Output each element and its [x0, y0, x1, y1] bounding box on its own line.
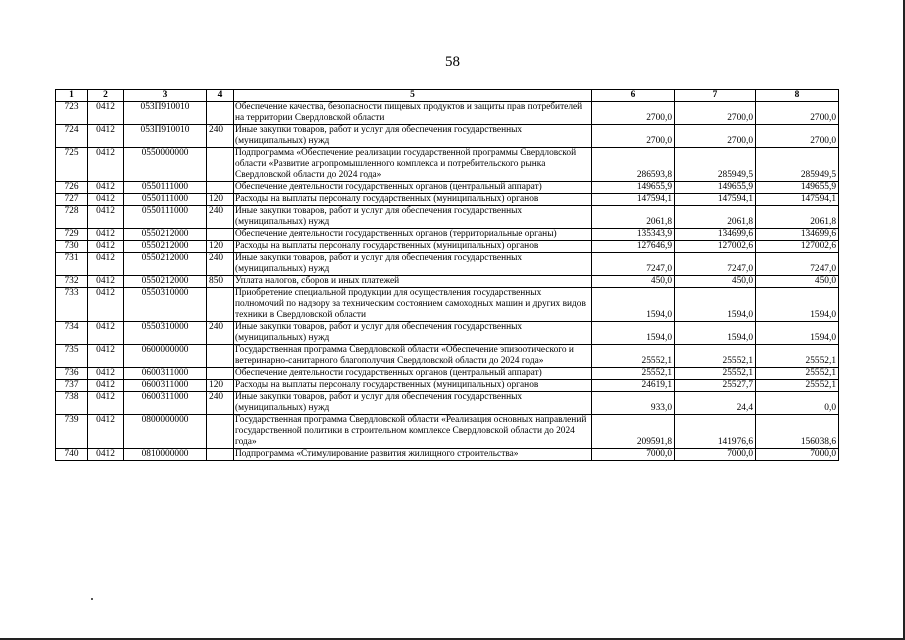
- amount-col6-cell: 2700,0: [592, 125, 675, 148]
- amount-col6-cell: 1594,0: [592, 288, 675, 322]
- row-number-cell: 725: [56, 148, 88, 182]
- section-code-cell: 0412: [88, 253, 124, 276]
- amount-col6-cell: 1594,0: [592, 322, 675, 345]
- amount-col8-cell: 25552,1: [756, 380, 839, 392]
- amount-col6-cell: 933,0: [592, 392, 675, 415]
- expense-type-cell: 240: [207, 253, 234, 276]
- amount-col6-cell: 7247,0: [592, 253, 675, 276]
- description-cell: Иные закупки товаров, работ и услуг для обеспечения государственных (муниципальных) нужд: [234, 392, 592, 415]
- table-row: [56, 345, 839, 368]
- amount-col8-cell: 7000,0: [756, 449, 839, 461]
- description-cell: Государственная программа Свердловской области «Реализация основных направлений государственной политики в строительном комплексе Свердловской области до 2024 года»: [234, 415, 592, 449]
- amount-col6-cell: 25552,1: [592, 368, 675, 380]
- target-code-cell: 0550111000: [124, 182, 207, 194]
- row-number-cell: 728: [56, 206, 88, 229]
- amount-col7-cell: 141976,6: [675, 415, 756, 449]
- amount-col7-cell: 1594,0: [675, 288, 756, 322]
- table-row: [56, 276, 839, 288]
- row-number-cell: 740: [56, 449, 88, 461]
- table-row: [56, 253, 839, 276]
- row-number-cell: 726: [56, 182, 88, 194]
- section-code-cell: 0412: [88, 345, 124, 368]
- table-row: [56, 194, 839, 206]
- amount-col8-cell: 134699,6: [756, 229, 839, 241]
- row-number-cell: 736: [56, 368, 88, 380]
- amount-col8-cell: 450,0: [756, 276, 839, 288]
- amount-col8-cell: 127002,6: [756, 241, 839, 253]
- col-header: 6: [592, 90, 675, 102]
- section-code-cell: 0412: [88, 229, 124, 241]
- amount-col6-cell: 2061,8: [592, 206, 675, 229]
- amount-col7-cell: 450,0: [675, 276, 756, 288]
- target-code-cell: 053П910010: [124, 102, 207, 125]
- target-code-cell: 053П910010: [124, 125, 207, 148]
- section-code-cell: 0412: [88, 449, 124, 461]
- description-cell: Расходы на выплаты персоналу государственных (муниципальных) органов: [234, 380, 592, 392]
- amount-col8-cell: 1594,0: [756, 322, 839, 345]
- expense-type-cell: [207, 449, 234, 461]
- amount-col8-cell: 285949,5: [756, 148, 839, 182]
- amount-col6-cell: 127646,9: [592, 241, 675, 253]
- description-cell: Иные закупки товаров, работ и услуг для обеспечения государственных (муниципальных) нужд: [234, 125, 592, 148]
- expense-type-cell: [207, 368, 234, 380]
- amount-col8-cell: 25552,1: [756, 345, 839, 368]
- row-number-cell: 729: [56, 229, 88, 241]
- amount-col7-cell: 7247,0: [675, 253, 756, 276]
- amount-col8-cell: 156038,6: [756, 415, 839, 449]
- target-code-cell: 0550000000: [124, 148, 207, 182]
- description-cell: Подпрограмма «Обеспечение реализации государственной программы Свердловской области «Развитие агропромышленного комплекса и потребительского рынка Свердловской области до 2024 года»: [234, 148, 592, 182]
- expense-type-cell: 850: [207, 276, 234, 288]
- amount-col7-cell: 1594,0: [675, 322, 756, 345]
- amount-col7-cell: 2700,0: [675, 125, 756, 148]
- scan-speck: [91, 598, 93, 600]
- section-code-cell: 0412: [88, 288, 124, 322]
- target-code-cell: 0550212000: [124, 229, 207, 241]
- row-number-cell: 738: [56, 392, 88, 415]
- table-row: [56, 415, 839, 449]
- section-code-cell: 0412: [88, 102, 124, 125]
- amount-col6-cell: 450,0: [592, 276, 675, 288]
- expense-type-cell: [207, 345, 234, 368]
- page-number: 58: [445, 54, 460, 70]
- table-row: [56, 148, 839, 182]
- amount-col8-cell: 2700,0: [756, 125, 839, 148]
- amount-col8-cell: 149655,9: [756, 182, 839, 194]
- table-row: [56, 380, 839, 392]
- expense-type-cell: [207, 415, 234, 449]
- table-row: [56, 322, 839, 345]
- description-cell: Приобретение специальной продукции для осуществления государственных полномочий по надзору за техническим состоянием самоходных машин и других видов техники в Свердловской области: [234, 288, 592, 322]
- row-number-cell: 737: [56, 380, 88, 392]
- section-code-cell: 0412: [88, 415, 124, 449]
- amount-col8-cell: 2061,8: [756, 206, 839, 229]
- expense-type-cell: 120: [207, 380, 234, 392]
- amount-col7-cell: 285949,5: [675, 148, 756, 182]
- amount-col6-cell: 135343,9: [592, 229, 675, 241]
- amount-col7-cell: 127002,6: [675, 241, 756, 253]
- amount-col7-cell: 24,4: [675, 392, 756, 415]
- expense-type-cell: 120: [207, 241, 234, 253]
- target-code-cell: 0550111000: [124, 194, 207, 206]
- row-number-cell: 727: [56, 194, 88, 206]
- description-cell: Подпрограмма «Стимулирование развития жилищного строительства»: [234, 449, 592, 461]
- table-row: [56, 229, 839, 241]
- table-row: [56, 288, 839, 322]
- amount-col7-cell: 134699,6: [675, 229, 756, 241]
- section-code-cell: 0412: [88, 380, 124, 392]
- row-number-cell: 732: [56, 276, 88, 288]
- section-code-cell: 0412: [88, 241, 124, 253]
- budget-table: [55, 89, 839, 461]
- amount-col6-cell: 2700,0: [592, 102, 675, 125]
- description-cell: Иные закупки товаров, работ и услуг для обеспечения государственных (муниципальных) нужд: [234, 322, 592, 345]
- row-number-cell: 730: [56, 241, 88, 253]
- amount-col7-cell: 149655,9: [675, 182, 756, 194]
- amount-col8-cell: 0,0: [756, 392, 839, 415]
- col-header: 1: [56, 90, 88, 102]
- expense-type-cell: 240: [207, 392, 234, 415]
- amount-col6-cell: 7000,0: [592, 449, 675, 461]
- amount-col8-cell: 25552,1: [756, 368, 839, 380]
- amount-col6-cell: 25552,1: [592, 345, 675, 368]
- expense-type-cell: [207, 288, 234, 322]
- expense-type-cell: 240: [207, 125, 234, 148]
- target-code-cell: 0600311000: [124, 392, 207, 415]
- section-code-cell: 0412: [88, 276, 124, 288]
- row-number-cell: 734: [56, 322, 88, 345]
- amount-col7-cell: 2700,0: [675, 102, 756, 125]
- col-header: 5: [234, 90, 592, 102]
- description-cell: Обеспечение качества, безопасности пищевых продуктов и защиты прав потребителей на территории Свердловской области: [234, 102, 592, 125]
- table-header-row: [56, 90, 839, 102]
- description-cell: Обеспечение деятельности государственных органов (центральный аппарат): [234, 182, 592, 194]
- col-header: 7: [675, 90, 756, 102]
- table-row: [56, 392, 839, 415]
- table-row: [56, 206, 839, 229]
- target-code-cell: 0550212000: [124, 276, 207, 288]
- section-code-cell: 0412: [88, 206, 124, 229]
- table-row: [56, 241, 839, 253]
- row-number-cell: 739: [56, 415, 88, 449]
- amount-col7-cell: 25552,1: [675, 345, 756, 368]
- col-header: 4: [207, 90, 234, 102]
- row-number-cell: 733: [56, 288, 88, 322]
- target-code-cell: 0800000000: [124, 415, 207, 449]
- expense-type-cell: [207, 229, 234, 241]
- row-number-cell: 735: [56, 345, 88, 368]
- amount-col6-cell: 24619,1: [592, 380, 675, 392]
- section-code-cell: 0412: [88, 148, 124, 182]
- section-code-cell: 0412: [88, 182, 124, 194]
- target-code-cell: 0550310000: [124, 288, 207, 322]
- amount-col7-cell: 7000,0: [675, 449, 756, 461]
- row-number-cell: 724: [56, 125, 88, 148]
- expense-type-cell: [207, 102, 234, 125]
- amount-col8-cell: 2700,0: [756, 102, 839, 125]
- section-code-cell: 0412: [88, 368, 124, 380]
- expense-type-cell: 240: [207, 206, 234, 229]
- expense-type-cell: 120: [207, 194, 234, 206]
- col-header: 2: [88, 90, 124, 102]
- table-row: [56, 125, 839, 148]
- row-number-cell: 723: [56, 102, 88, 125]
- col-header: 8: [756, 90, 839, 102]
- row-number-cell: 731: [56, 253, 88, 276]
- target-code-cell: 0600311000: [124, 380, 207, 392]
- amount-col7-cell: 2061,8: [675, 206, 756, 229]
- target-code-cell: 0550111000: [124, 206, 207, 229]
- table-row: [56, 449, 839, 461]
- description-cell: Государственная программа Свердловской области «Обеспечение эпизоотического и ветеринарно-санитарного благополучия Свердловской области до 2024 года»: [234, 345, 592, 368]
- amount-col7-cell: 25552,1: [675, 368, 756, 380]
- section-code-cell: 0412: [88, 392, 124, 415]
- expense-type-cell: 240: [207, 322, 234, 345]
- section-code-cell: 0412: [88, 125, 124, 148]
- amount-col6-cell: 147594,1: [592, 194, 675, 206]
- table-row: [56, 182, 839, 194]
- amount-col6-cell: 209591,8: [592, 415, 675, 449]
- table-row: [56, 368, 839, 380]
- target-code-cell: 0810000000: [124, 449, 207, 461]
- col-header: 3: [124, 90, 207, 102]
- description-cell: Иные закупки товаров, работ и услуг для обеспечения государственных (муниципальных) нужд: [234, 253, 592, 276]
- expense-type-cell: [207, 182, 234, 194]
- description-cell: Иные закупки товаров, работ и услуг для обеспечения государственных (муниципальных) нужд: [234, 206, 592, 229]
- amount-col6-cell: 149655,9: [592, 182, 675, 194]
- target-code-cell: 0600000000: [124, 345, 207, 368]
- table-row: [56, 102, 839, 125]
- target-code-cell: 0600311000: [124, 368, 207, 380]
- description-cell: Расходы на выплаты персоналу государственных (муниципальных) органов: [234, 241, 592, 253]
- expense-type-cell: [207, 148, 234, 182]
- amount-col7-cell: 25527,7: [675, 380, 756, 392]
- description-cell: Обеспечение деятельности государственных органов (территориальные органы): [234, 229, 592, 241]
- target-code-cell: 0550212000: [124, 253, 207, 276]
- description-cell: Обеспечение деятельности государственных органов (центральный аппарат): [234, 368, 592, 380]
- description-cell: Уплата налогов, сборов и иных платежей: [234, 276, 592, 288]
- amount-col8-cell: 1594,0: [756, 288, 839, 322]
- section-code-cell: 0412: [88, 194, 124, 206]
- target-code-cell: 0550310000: [124, 322, 207, 345]
- amount-col8-cell: 7247,0: [756, 253, 839, 276]
- target-code-cell: 0550212000: [124, 241, 207, 253]
- amount-col7-cell: 147594,1: [675, 194, 756, 206]
- amount-col8-cell: 147594,1: [756, 194, 839, 206]
- description-cell: Расходы на выплаты персоналу государственных (муниципальных) органов: [234, 194, 592, 206]
- amount-col6-cell: 286593,8: [592, 148, 675, 182]
- section-code-cell: 0412: [88, 322, 124, 345]
